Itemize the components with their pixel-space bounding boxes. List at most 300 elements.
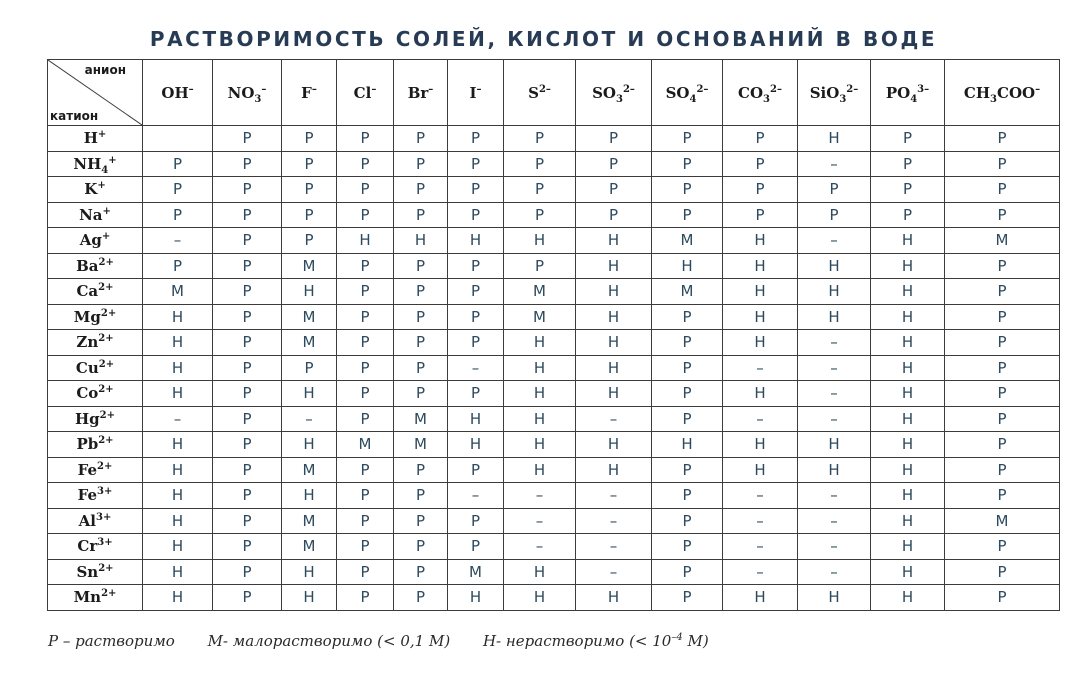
solubility-cell: Р (945, 304, 1060, 330)
solubility-cell: Р (394, 279, 448, 305)
solubility-cell: – (504, 534, 576, 560)
cation-header: $Hg^{2+}$ (48, 406, 143, 432)
solubility-cell: М (394, 432, 448, 458)
solubility-cell: Н (723, 330, 798, 356)
corner-cell (48, 60, 143, 126)
solubility-cell: М (143, 279, 213, 305)
solubility-cell: М (652, 279, 723, 305)
solubility-cell: Н (871, 432, 945, 458)
solubility-cell: М (337, 432, 394, 458)
table-row (48, 228, 1060, 254)
solubility-cell: – (448, 483, 504, 509)
cation-header: Ag+ (48, 228, 143, 254)
solubility-cell: Р (337, 126, 394, 152)
solubility-cell: М (282, 330, 337, 356)
solubility-cell: Р (945, 457, 1060, 483)
solubility-cell: Р (871, 202, 945, 228)
solubility-cell: Р (337, 202, 394, 228)
solubility-cell: – (282, 406, 337, 432)
solubility-cell: Н (143, 585, 213, 611)
solubility-cell: Р (723, 202, 798, 228)
solubility-cell: Н (723, 381, 798, 407)
solubility-cell: Н (798, 585, 871, 611)
solubility-cell: Н (723, 253, 798, 279)
solubility-cell: – (723, 508, 798, 534)
solubility-cell: Р (337, 508, 394, 534)
solubility-cell: Н (576, 355, 652, 381)
solubility-cell: Р (652, 534, 723, 560)
solubility-cell: Р (337, 585, 394, 611)
solubility-cell: Р (504, 202, 576, 228)
solubility-cell: – (143, 406, 213, 432)
solubility-cell: – (723, 406, 798, 432)
solubility-cell: Р (652, 559, 723, 585)
anion-label: анион (84, 63, 126, 77)
solubility-cell: Р (143, 202, 213, 228)
solubility-cell: Р (394, 355, 448, 381)
solubility-cell: Р (213, 126, 282, 152)
solubility-cell: Р (945, 253, 1060, 279)
solubility-cell: Р (394, 559, 448, 585)
solubility-cell: – (798, 330, 871, 356)
solubility-cell: – (576, 483, 652, 509)
solubility-cell: – (798, 483, 871, 509)
solubility-cell: Р (723, 126, 798, 152)
solubility-cell: Р (213, 585, 282, 611)
solubility-cell: Р (213, 304, 282, 330)
table-row (48, 457, 1060, 483)
cation-header: $Pb^{2+}$ (48, 432, 143, 458)
solubility-cell: Р (448, 457, 504, 483)
cation-header: $Ca^{2+}$ (48, 279, 143, 305)
solubility-cell: Р (945, 330, 1060, 356)
solubility-cell: Н (576, 304, 652, 330)
solubility-cell: Н (798, 304, 871, 330)
solubility-cell: Н (871, 508, 945, 534)
solubility-cell: Р (213, 559, 282, 585)
solubility-cell: Р (576, 126, 652, 152)
solubility-cell: Р (652, 585, 723, 611)
solubility-cell: Р (723, 177, 798, 203)
solubility-cell: – (798, 406, 871, 432)
cation-header: Na+ (48, 202, 143, 228)
solubility-cell: Н (652, 432, 723, 458)
solubility-cell: Р (337, 304, 394, 330)
solubility-cell: М (945, 508, 1060, 534)
cation-header: $Cr^{3+}$ (48, 534, 143, 560)
solubility-cell: Н (448, 585, 504, 611)
solubility-cell: Н (504, 559, 576, 585)
solubility-cell: Н (871, 483, 945, 509)
solubility-cell: Н (504, 330, 576, 356)
solubility-cell: Р (798, 177, 871, 203)
solubility-cell: Н (798, 279, 871, 305)
solubility-cell: Р (945, 151, 1060, 177)
solubility-cell: М (504, 279, 576, 305)
solubility-cell: Н (871, 330, 945, 356)
solubility-cell: Р (504, 177, 576, 203)
solubility-cell: Р (337, 457, 394, 483)
solubility-cell: Р (213, 381, 282, 407)
solubility-cell: Р (448, 253, 504, 279)
solubility-cell: Н (576, 228, 652, 254)
solubility-cell: Н (143, 559, 213, 585)
table-row (48, 483, 1060, 509)
solubility-cell: Р (213, 483, 282, 509)
solubility-cell: Р (945, 534, 1060, 560)
solubility-cell: Р (723, 151, 798, 177)
solubility-cell: Н (143, 381, 213, 407)
solubility-cell: Р (945, 126, 1060, 152)
solubility-cell: М (394, 406, 448, 432)
legend (48, 632, 737, 650)
solubility-cell: Р (213, 279, 282, 305)
solubility-cell: – (798, 508, 871, 534)
solubility-cell: М (448, 559, 504, 585)
cation-header: $NH_4^+$ (48, 151, 143, 177)
solubility-cell: – (798, 151, 871, 177)
table-row (48, 279, 1060, 305)
solubility-cell: Р (448, 279, 504, 305)
solubility-cell: Р (394, 126, 448, 152)
cation-header: $Sn^{2+}$ (48, 559, 143, 585)
solubility-cell: Н (871, 381, 945, 407)
legend-slightly-soluble: М- малорастворимо (< 0,1 М) (207, 632, 451, 650)
table-row (48, 126, 1060, 152)
solubility-cell: М (282, 508, 337, 534)
cation-header: $Al^{3+}$ (48, 508, 143, 534)
solubility-cell: Р (448, 330, 504, 356)
solubility-cell: Н (798, 253, 871, 279)
solubility-cell: Р (576, 151, 652, 177)
solubility-cell: Р (945, 483, 1060, 509)
solubility-cell: Н (723, 457, 798, 483)
cation-header: K+ (48, 177, 143, 203)
anion-header: $NO_3^-$ (213, 60, 282, 126)
cation-header: $Zn^{2+}$ (48, 330, 143, 356)
solubility-cell: Р (504, 253, 576, 279)
solubility-cell: Н (504, 432, 576, 458)
solubility-cell: Р (282, 126, 337, 152)
solubility-cell: М (282, 304, 337, 330)
solubility-cell: Р (394, 381, 448, 407)
solubility-cell: Р (394, 534, 448, 560)
solubility-cell: Р (448, 508, 504, 534)
table-row (48, 585, 1060, 611)
solubility-cell: Н (798, 432, 871, 458)
solubility-cell: Н (576, 381, 652, 407)
solubility-cell: Р (652, 381, 723, 407)
table-row (48, 355, 1060, 381)
solubility-cell: Н (576, 253, 652, 279)
solubility-cell: Н (143, 508, 213, 534)
solubility-cell: М (282, 457, 337, 483)
solubility-cell: Н (576, 457, 652, 483)
solubility-cell: Н (723, 228, 798, 254)
solubility-cell: Н (871, 253, 945, 279)
solubility-cell: Н (143, 483, 213, 509)
solubility-cell: Р (576, 202, 652, 228)
solubility-cell: Р (394, 177, 448, 203)
cation-header: $Ba^{2+}$ (48, 253, 143, 279)
solubility-cell: Р (652, 151, 723, 177)
anion-header: Cl– (337, 60, 394, 126)
solubility-cell: Р (448, 381, 504, 407)
solubility-cell: – (576, 508, 652, 534)
solubility-cell: Н (576, 585, 652, 611)
cation-header: $Fe^{3+}$ (48, 483, 143, 509)
solubility-cell: Р (394, 304, 448, 330)
solubility-cell: Р (576, 177, 652, 203)
solubility-cell: Р (213, 228, 282, 254)
solubility-cell: – (448, 355, 504, 381)
solubility-cell: Н (282, 585, 337, 611)
solubility-cell: Н (576, 279, 652, 305)
solubility-cell: Н (798, 457, 871, 483)
solubility-cell: Р (213, 253, 282, 279)
anion-header: I– (448, 60, 504, 126)
solubility-cell: Н (871, 355, 945, 381)
solubility-cell: – (798, 355, 871, 381)
solubility-cell: Р (282, 355, 337, 381)
anion-header: $SO_4^{2-}$ (652, 60, 723, 126)
solubility-cell: Р (652, 330, 723, 356)
solubility-cell: – (504, 483, 576, 509)
solubility-cell: Р (652, 457, 723, 483)
solubility-cell: М (945, 228, 1060, 254)
solubility-cell: Р (282, 202, 337, 228)
solubility-cell: Н (282, 432, 337, 458)
solubility-cell: Р (213, 202, 282, 228)
table-row (48, 381, 1060, 407)
anion-header: $PO_4^{3-}$ (871, 60, 945, 126)
solubility-cell: Р (945, 406, 1060, 432)
solubility-cell: Р (504, 151, 576, 177)
solubility-cell: Н (143, 457, 213, 483)
solubility-cell: – (723, 559, 798, 585)
solubility-cell: Р (143, 177, 213, 203)
solubility-cell: Н (448, 406, 504, 432)
solubility-cell: Н (143, 534, 213, 560)
solubility-cell: Р (394, 151, 448, 177)
table-row (48, 304, 1060, 330)
anion-header: $SO_3^{2-}$ (576, 60, 652, 126)
solubility-cell: Р (394, 202, 448, 228)
solubility-cell: Р (798, 202, 871, 228)
solubility-cell: Р (652, 304, 723, 330)
solubility-cell: Р (394, 508, 448, 534)
solubility-cell (143, 126, 213, 152)
solubility-cell: Р (652, 355, 723, 381)
solubility-cell: Р (871, 177, 945, 203)
solubility-cell: М (282, 253, 337, 279)
solubility-cell: – (504, 508, 576, 534)
cation-header: $Mg^{2+}$ (48, 304, 143, 330)
cation-header: $Mn^{2+}$ (48, 585, 143, 611)
solubility-cell: Н (143, 432, 213, 458)
anion-header: F– (282, 60, 337, 126)
solubility-cell: Р (394, 253, 448, 279)
solubility-cell: Р (448, 202, 504, 228)
solubility-cell: Р (337, 483, 394, 509)
solubility-cell: Р (213, 151, 282, 177)
solubility-cell: – (798, 381, 871, 407)
solubility-cell: Н (394, 228, 448, 254)
solubility-cell: Р (871, 126, 945, 152)
solubility-cell: Н (504, 406, 576, 432)
page-title: РАСТВОРИМОСТЬ СОЛЕЙ, КИСЛОТ И ОСНОВАНИЙ В ВОДЕ (149, 27, 938, 51)
solubility-cell: Р (652, 177, 723, 203)
solubility-cell: – (723, 534, 798, 560)
solubility-cell: Н (504, 457, 576, 483)
solubility-cell: Р (394, 483, 448, 509)
solubility-cell: – (798, 559, 871, 585)
anion-header: SiO$_3^{2-}$ (798, 60, 871, 126)
solubility-cell: Р (448, 151, 504, 177)
solubility-cell: Н (871, 457, 945, 483)
solubility-cell: Р (337, 406, 394, 432)
solubility-cell: Н (448, 432, 504, 458)
solubility-cell: Р (448, 304, 504, 330)
solubility-cell: Р (652, 508, 723, 534)
table-row (48, 202, 1060, 228)
solubility-cell: Р (213, 355, 282, 381)
solubility-cell: Н (871, 585, 945, 611)
table-row (48, 253, 1060, 279)
solubility-cell: Р (394, 585, 448, 611)
solubility-cell: Н (871, 279, 945, 305)
table-row (48, 406, 1060, 432)
solubility-cell: Р (945, 559, 1060, 585)
table-row (48, 330, 1060, 356)
solubility-cell: М (652, 228, 723, 254)
solubility-cell: Р (448, 534, 504, 560)
solubility-cell: Н (871, 406, 945, 432)
solubility-cell: Р (945, 355, 1060, 381)
table-row (48, 432, 1060, 458)
solubility-cell: Р (143, 151, 213, 177)
solubility-cell: Н (504, 228, 576, 254)
solubility-cell: Н (723, 585, 798, 611)
solubility-cell: Р (282, 228, 337, 254)
anion-header: $S^{2-}$ (504, 60, 576, 126)
solubility-cell: Р (945, 177, 1060, 203)
solubility-cell: Р (213, 330, 282, 356)
solubility-cell: Р (337, 355, 394, 381)
solubility-cell: Р (945, 381, 1060, 407)
table-row (48, 177, 1060, 203)
solubility-cell: Р (945, 279, 1060, 305)
table-row (48, 534, 1060, 560)
solubility-cell: Н (504, 585, 576, 611)
solubility-cell: Н (871, 559, 945, 585)
solubility-cell: Р (213, 406, 282, 432)
solubility-cell: Р (337, 253, 394, 279)
solubility-cell: Р (143, 253, 213, 279)
solubility-cell: Р (448, 177, 504, 203)
solubility-cell: Р (213, 432, 282, 458)
solubility-cell: Н (504, 381, 576, 407)
solubility-cell: Н (143, 304, 213, 330)
table-row (48, 559, 1060, 585)
anion-header: Br– (394, 60, 448, 126)
solubility-cell: Р (213, 534, 282, 560)
solubility-cell: Н (723, 279, 798, 305)
solubility-cell: Р (871, 151, 945, 177)
solubility-cell: Р (945, 432, 1060, 458)
solubility-cell: Р (945, 202, 1060, 228)
solubility-cell: Н (143, 355, 213, 381)
solubility-cell: Р (282, 151, 337, 177)
anion-header: $CO_3^{2-}$ (723, 60, 798, 126)
cation-header: H+ (48, 126, 143, 152)
solubility-cell: Н (448, 228, 504, 254)
cation-header: $Fe^{2+}$ (48, 457, 143, 483)
solubility-cell: Р (652, 202, 723, 228)
solubility-cell: Р (448, 126, 504, 152)
solubility-cell: Н (282, 559, 337, 585)
solubility-cell: Н (282, 381, 337, 407)
solubility-cell: Р (337, 534, 394, 560)
solubility-cell: Р (337, 177, 394, 203)
solubility-cell: – (723, 355, 798, 381)
cation-label: катион (50, 109, 99, 123)
solubility-cell: Р (394, 457, 448, 483)
solubility-table (47, 59, 1060, 611)
legend-soluble: Р – растворимо (48, 632, 175, 650)
solubility-cell: Р (337, 559, 394, 585)
solubility-cell: Р (337, 330, 394, 356)
solubility-cell: Р (337, 381, 394, 407)
solubility-cell: Р (652, 406, 723, 432)
solubility-cell: Н (282, 483, 337, 509)
solubility-cell: Р (652, 483, 723, 509)
table-row (48, 508, 1060, 534)
solubility-cell: Р (213, 508, 282, 534)
solubility-cell: Р (213, 177, 282, 203)
legend-insoluble: Н- нерастворимо (< $10^{-4}$ М) (482, 632, 709, 650)
solubility-cell: Р (945, 585, 1060, 611)
solubility-cell: Н (143, 330, 213, 356)
solubility-cell: Н (282, 279, 337, 305)
table-row (48, 151, 1060, 177)
solubility-cell: – (576, 534, 652, 560)
solubility-cell: Н (576, 432, 652, 458)
solubility-cell: Н (871, 228, 945, 254)
solubility-cell: – (576, 559, 652, 585)
solubility-cell: Р (652, 126, 723, 152)
cation-header: $Co^{2+}$ (48, 381, 143, 407)
solubility-cell: – (723, 483, 798, 509)
header-row (48, 60, 1060, 126)
solubility-cell: Р (337, 279, 394, 305)
solubility-cell: Р (504, 126, 576, 152)
solubility-cell: – (798, 228, 871, 254)
solubility-cell: Р (394, 330, 448, 356)
anion-header: OH– (143, 60, 213, 126)
solubility-cell: – (576, 406, 652, 432)
solubility-cell: Р (282, 177, 337, 203)
solubility-cell: Н (723, 432, 798, 458)
solubility-cell: Н (871, 304, 945, 330)
solubility-cell: Н (652, 253, 723, 279)
anion-header: $CH_3COO^-$ (945, 60, 1060, 126)
solubility-cell: Н (576, 330, 652, 356)
solubility-cell: М (504, 304, 576, 330)
solubility-cell: Н (337, 228, 394, 254)
solubility-cell: – (798, 534, 871, 560)
solubility-cell: Н (871, 534, 945, 560)
